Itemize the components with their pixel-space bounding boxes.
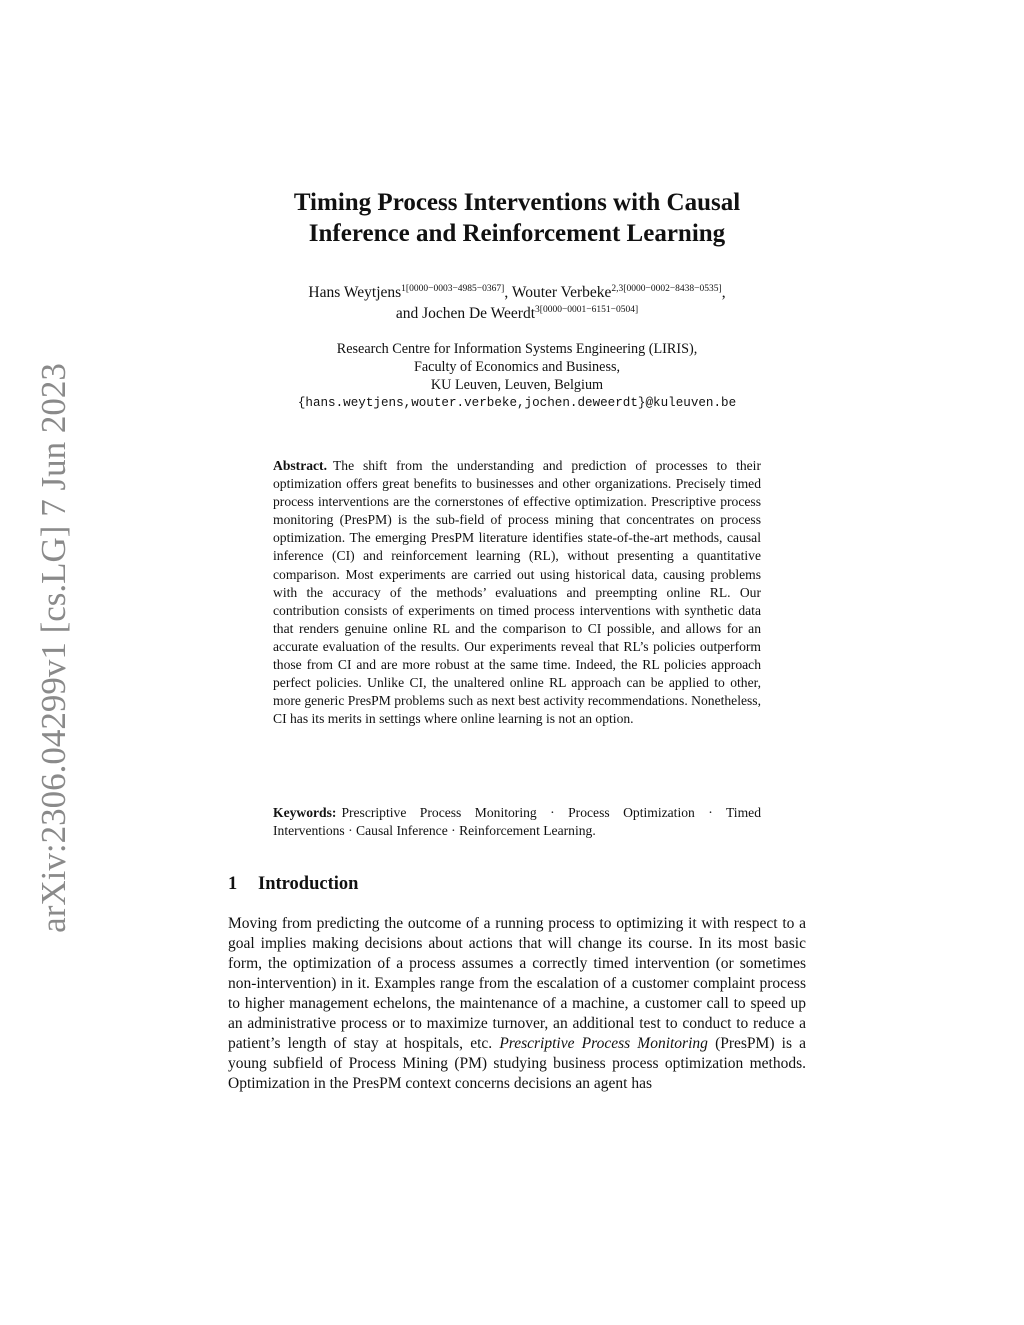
intro-text-part-2: (PresPM) is a young subfield of Process Mining (PM) studying business process optimization methods. Optimization in the PresPM context concerns decisions an agent has — [228, 1035, 806, 1092]
section-title: Introduction — [258, 874, 359, 894]
affiliation-line-3: KU Leuven, Leuven, Belgium — [430, 377, 604, 393]
author-2-name: Wouter Verbeke — [511, 284, 612, 301]
keywords — [273, 804, 761, 841]
abstract-text: The shift from the understanding and prediction of processes to their optimization offers great benefits to businesses and other organizations. Precisely timed process interventions are the cornerstones of effective optimization. Prescriptive process monitoring (PresPM) is the sub-field of process mining that concentrates on process optimization. The emerging PresPM literature identifies state-of-the-art methods, causal inference (CI) and reinforcement learning (RL), without presenting a quantitative comparison. Most experiments are carried out using historical data, causing problems with the accuracy of the methods’ evaluations and preempting online RL. Our contribution consists of experiments on timed process interventions with synthetic data that renders genuine online RL and the comparison to CI possible, and allows for an accurate evaluation of the results. Our experiments reveal that RL’s policies outperform those from CI and are more robust at the same time. Indeed, the RL policies approach perfect policies. Unlike CI, the unaltered online RL approach can be applied to other, more generic PresPM problems such as next best activity recommendations. Nonetheless, CI has its merits in settings where online learning is not an option. — [273, 458, 761, 727]
author-emails: {hans.weytjens,wouter.verbeke,jochen.deweerdt}@kuleuven.be — [297, 396, 737, 410]
introduction-paragraph — [228, 914, 806, 1094]
keywords-label: Keywords: — [273, 805, 337, 820]
abstract — [273, 457, 761, 728]
keywords-text: Prescriptive Process Monitoring · Process Optimization · Timed Interventions · Causal Inference · Reinforcement Learning. — [273, 805, 761, 839]
title-line-2: Inference and Reinforcement Learning — [308, 220, 726, 247]
arxiv-identifier: arXiv:2306.04299v1 [cs.LG] 7 Jun 2023 — [34, 363, 73, 933]
author-3-orcid: 3[0000−0001−6151−0504] — [535, 305, 639, 315]
intro-text-part-1: Moving from predicting the outcome of a running process to optimizing it with respect to a goal implies making decisions about actions that will change its course. In its most basic form, the optimization of a process assumes a correctly timed intervention (or sometimes non-intervention) in it. Examples range from the escalation of a customer complaint process to higher management echelons, the maintenance of a machine, a customer call to speed up an administrative process or to maximize turnover, an additional test to conduct to reduce a patient’s length of stay at hospitals, etc. — [228, 915, 806, 1052]
author-3-name: and Jochen De Weerdt — [395, 305, 536, 322]
abstract-label: Abstract. — [273, 458, 327, 473]
paper-title — [208, 187, 826, 249]
section-number: 1 — [228, 874, 238, 894]
author-2-orcid: 2,3[0000−0002−8438−0535] — [611, 284, 722, 294]
author-1-orcid: 1[0000−0003−4985−0367] — [401, 284, 505, 294]
intro-emphasis: Prescriptive Process Monitoring — [499, 1035, 708, 1052]
section-heading-introduction — [228, 872, 358, 896]
affiliation-line-2: Faculty of Economics and Business, — [413, 359, 621, 375]
author-1-name: Hans Weytjens — [308, 284, 402, 301]
affiliation-line-1: Research Centre for Information Systems Engineering (LIRIS), — [336, 341, 698, 357]
affiliation-block — [228, 340, 806, 412]
author-list: Hans Weytjens$^{1[0000-0003-4985-0367]}$, Wouter Verbeke$^{2,3[0000-0002-8438-0535]}$, and Jochen De Weerdt$^{3[0000-0001-6151-0504]}$ — [308, 284, 726, 322]
title-line-1: Timing Process Interventions with Causal — [293, 189, 741, 216]
